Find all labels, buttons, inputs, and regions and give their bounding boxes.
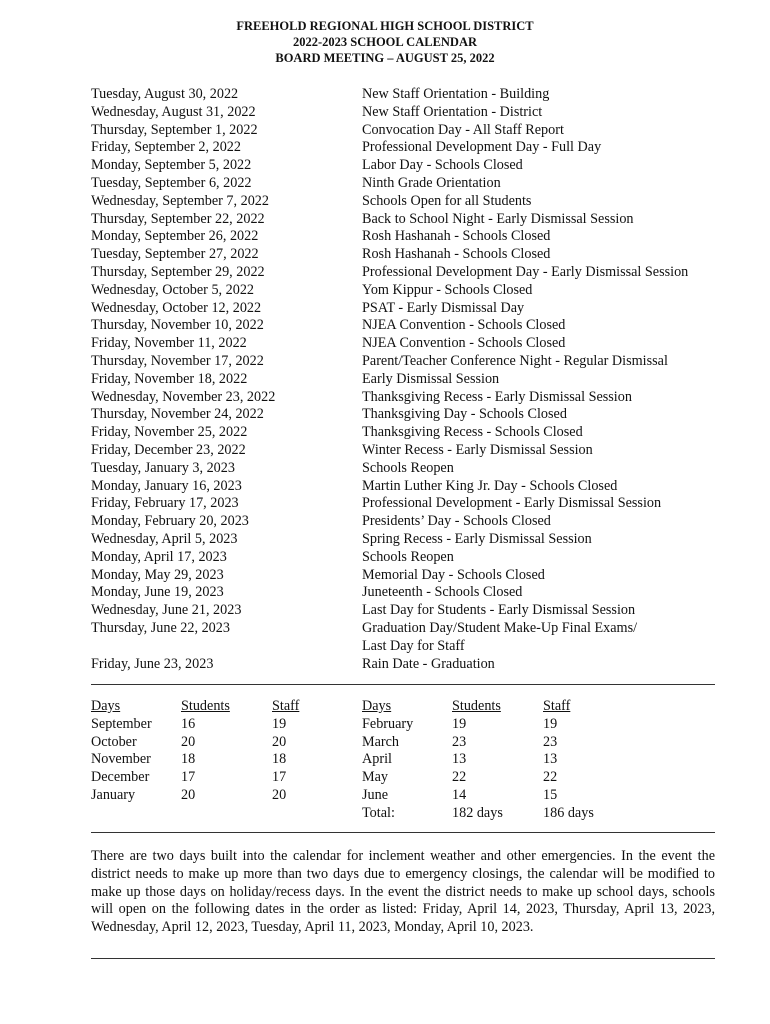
event-row [91, 531, 731, 549]
event-description [362, 549, 454, 567]
days-staff: 20 [272, 733, 287, 750]
event-description [362, 246, 550, 264]
inclement-weather-note: There are two days built into the calendar for inclement weather and other emergencies. In the event the district needs to make up more than two days due to emergency closings, the calendar will be modified to make up those days on holiday/recess days. In the event the district needs to make up school days, schools will open on the following dates in the order as listed: Friday, April 14, 2023, Thursday, April 13, 2023, Wednesday, April 12, 2023, Tuesday, April 11, 2023, Monday, April 10, 2023. [91, 848, 715, 936]
event-date: Friday, November 11, 2022 [91, 335, 247, 352]
event-date: Thursday, September 1, 2022 [91, 121, 258, 138]
event-description-line: Professional Development - Early Dismissal Session [362, 495, 662, 512]
event-description [362, 228, 550, 246]
days-month: October [91, 733, 137, 750]
days-staff: 20 [272, 786, 287, 803]
event-row [91, 495, 731, 513]
event-date: Thursday, November 17, 2022 [91, 352, 264, 369]
event-description [362, 620, 637, 656]
days-staff: 15 [543, 786, 558, 803]
event-date: Thursday, September 22, 2022 [91, 210, 265, 227]
event-description [362, 139, 601, 157]
event-date: Tuesday, September 6, 2022 [91, 174, 252, 191]
event-row [91, 371, 731, 389]
days-month: November [91, 751, 151, 768]
event-description-line: New Staff Orientation - District [362, 103, 543, 120]
event-description [362, 353, 668, 371]
event-description-line: Rain Date - Graduation [362, 655, 495, 672]
event-description-line: Rosh Hashanah - Schools Closed [362, 228, 551, 245]
calendar-title: 2022-2023 SCHOOL CALENDAR [292, 35, 478, 49]
days-students: 16 [181, 715, 196, 732]
event-description-line: Early Dismissal Session [362, 370, 500, 387]
event-description [362, 406, 567, 424]
event-row [91, 602, 731, 620]
event-date: Wednesday, October 12, 2022 [91, 299, 262, 316]
days-students: 19 [452, 715, 467, 732]
event-description [362, 317, 565, 335]
event-date: Monday, September 5, 2022 [91, 157, 252, 174]
students-header: Students [181, 698, 230, 714]
event-row [91, 175, 731, 193]
days-students: 182 days [452, 804, 503, 821]
days-month: April [362, 751, 392, 768]
event-row [91, 122, 731, 140]
event-row [91, 193, 731, 211]
days-students: 20 [181, 786, 196, 803]
days-students: 18 [181, 751, 196, 768]
event-date: Monday, September 26, 2022 [91, 228, 259, 245]
event-date: Wednesday, October 5, 2022 [91, 281, 255, 298]
days-month: December [91, 769, 150, 786]
event-description [362, 584, 522, 602]
event-row [91, 246, 731, 264]
event-row [91, 406, 731, 424]
event-date: Thursday, November 24, 2022 [91, 406, 264, 423]
event-description-line: Last Day for Staff [362, 637, 465, 654]
days-month: February [362, 715, 414, 732]
event-description-line: Martin Luther King Jr. Day - Schools Closed [362, 477, 618, 494]
event-description-line: Labor Day - Schools Closed [362, 157, 523, 174]
event-description-line: Back to School Night - Early Dismissal Session [362, 210, 634, 227]
days-header: Days [362, 698, 392, 714]
event-description-line: Presidents’ Day - Schools Closed [362, 513, 551, 530]
event-description [362, 460, 454, 478]
event-date: Friday, February 17, 2023 [91, 495, 239, 512]
event-row [91, 513, 731, 531]
event-description [362, 371, 499, 389]
divider-line [91, 684, 715, 685]
event-description-line: Convocation Day - All Staff Report [362, 121, 564, 138]
event-row [91, 264, 731, 282]
event-row [91, 389, 731, 407]
event-description [362, 602, 635, 620]
event-description [362, 175, 501, 193]
event-description [362, 122, 564, 140]
days-header: Days [91, 698, 121, 714]
event-description-line: Juneteenth - Schools Closed [362, 584, 523, 601]
event-description-line: Spring Recess - Early Dismissal Session [362, 530, 592, 547]
event-description-line: Ninth Grade Orientation [362, 174, 501, 191]
event-row [91, 86, 731, 104]
event-description [362, 157, 523, 175]
event-description-line: New Staff Orientation - Building [362, 86, 550, 102]
event-description-line: NJEA Convention - Schools Closed [362, 335, 566, 352]
event-description-line: Graduation Day/Student Make-Up Final Exams/ [362, 619, 638, 636]
days-staff: 13 [543, 751, 558, 768]
event-description-line: Schools Reopen [362, 459, 454, 476]
days-students: 17 [181, 769, 196, 786]
event-description [362, 424, 583, 442]
event-description-line: Yom Kippur - Schools Closed [362, 281, 533, 298]
event-date: Friday, June 23, 2023 [91, 655, 214, 672]
event-row [91, 620, 731, 656]
event-row [91, 139, 731, 157]
event-description-line: Rosh Hashanah - Schools Closed [362, 246, 551, 263]
days-staff: 19 [272, 715, 287, 732]
event-description [362, 531, 592, 549]
event-description-line: Professional Development Day - Early Dismissal Session [362, 263, 689, 280]
days-month: September [91, 715, 152, 732]
days-students: 14 [452, 786, 467, 803]
event-date: Wednesday, April 5, 2023 [91, 530, 238, 547]
event-description [362, 300, 524, 318]
event-description-line: Schools Reopen [362, 548, 454, 565]
board-meeting-date: BOARD MEETING – AUGUST 25, 2022 [275, 51, 495, 65]
event-description [362, 513, 551, 531]
event-date: Friday, September 2, 2022 [91, 139, 241, 156]
event-row [91, 584, 731, 602]
event-date: Wednesday, November 23, 2022 [91, 388, 276, 405]
event-description-line: Thanksgiving Day - Schools Closed [362, 406, 567, 423]
divider-line [91, 832, 715, 833]
days-students: 20 [181, 733, 196, 750]
staff-header: Staff [543, 698, 571, 714]
event-row [91, 157, 731, 175]
event-row [91, 300, 731, 318]
event-row [91, 656, 731, 674]
event-description [362, 389, 632, 407]
days-month: June [362, 786, 389, 803]
students-header: Students [452, 698, 501, 714]
days-staff: 23 [543, 733, 558, 750]
event-description [362, 567, 545, 585]
days-staff: 22 [543, 769, 558, 786]
event-description [362, 86, 549, 104]
events-list [91, 86, 731, 673]
district-title: FREEHOLD REGIONAL HIGH SCHOOL DISTRICT [236, 19, 534, 33]
event-date: Thursday, September 29, 2022 [91, 263, 265, 280]
event-date: Wednesday, August 31, 2022 [91, 103, 256, 120]
days-staff: 186 days [543, 804, 594, 821]
days-students: 23 [452, 733, 467, 750]
days-month: Total: [362, 804, 395, 821]
event-row [91, 567, 731, 585]
event-row [91, 424, 731, 442]
event-row [91, 353, 731, 371]
event-description [362, 193, 531, 211]
days-staff: 17 [272, 769, 287, 786]
event-date: Monday, April 17, 2023 [91, 548, 227, 565]
event-row [91, 282, 731, 300]
days-month: May [362, 769, 389, 786]
event-row [91, 211, 731, 229]
event-date: Friday, November 18, 2022 [91, 370, 248, 387]
event-row [91, 549, 731, 567]
event-description [362, 104, 542, 122]
event-date: Monday, June 19, 2023 [91, 584, 224, 601]
event-date: Monday, February 20, 2023 [91, 513, 249, 530]
event-description [362, 335, 565, 353]
event-description-line: Schools Open for all Students [362, 192, 532, 209]
event-date: Tuesday, September 27, 2022 [91, 246, 259, 263]
staff-header: Staff [272, 698, 300, 714]
event-description [362, 282, 532, 300]
event-row [91, 228, 731, 246]
event-date: Tuesday, August 30, 2022 [91, 86, 239, 102]
event-date: Friday, December 23, 2022 [91, 441, 246, 458]
event-date: Friday, November 25, 2022 [91, 424, 248, 441]
event-date: Wednesday, June 21, 2023 [91, 602, 242, 619]
event-description-line: Parent/Teacher Conference Night - Regular Dismissal [362, 352, 668, 369]
event-description [362, 211, 634, 229]
event-row [91, 317, 731, 335]
event-date: Thursday, June 22, 2023 [91, 619, 230, 636]
event-date: Monday, January 16, 2023 [91, 477, 242, 494]
event-description-line: Thanksgiving Recess - Schools Closed [362, 424, 583, 441]
event-description-line: NJEA Convention - Schools Closed [362, 317, 566, 334]
event-date: Thursday, November 10, 2022 [91, 317, 264, 334]
days-staff: 19 [543, 715, 558, 732]
event-description-line: Thanksgiving Recess - Early Dismissal Session [362, 388, 632, 405]
event-row [91, 478, 731, 496]
event-row [91, 104, 731, 122]
event-description [362, 495, 661, 513]
event-row [91, 335, 731, 353]
event-date: Tuesday, January 3, 2023 [91, 459, 235, 476]
event-description [362, 656, 495, 674]
days-students: 13 [452, 751, 467, 768]
days-month: March [362, 733, 400, 750]
event-description-line: PSAT - Early Dismissal Day [362, 299, 525, 316]
event-description [362, 478, 617, 496]
event-date: Monday, May 29, 2023 [91, 566, 224, 583]
days-staff: 18 [272, 751, 287, 768]
event-description [362, 442, 593, 460]
days-students: 22 [452, 769, 467, 786]
divider-line [91, 958, 715, 959]
event-description [362, 264, 688, 282]
document-header [0, 18, 770, 66]
event-description-line: Winter Recess - Early Dismissal Session [362, 441, 593, 458]
event-description-line: Memorial Day - Schools Closed [362, 566, 545, 583]
event-description-line: Professional Development Day - Full Day [362, 139, 602, 156]
event-row [91, 460, 731, 478]
event-date: Wednesday, September 7, 2022 [91, 192, 269, 209]
event-description-line: Last Day for Students - Early Dismissal Session [362, 602, 636, 619]
event-row [91, 442, 731, 460]
days-month: January [91, 786, 136, 803]
